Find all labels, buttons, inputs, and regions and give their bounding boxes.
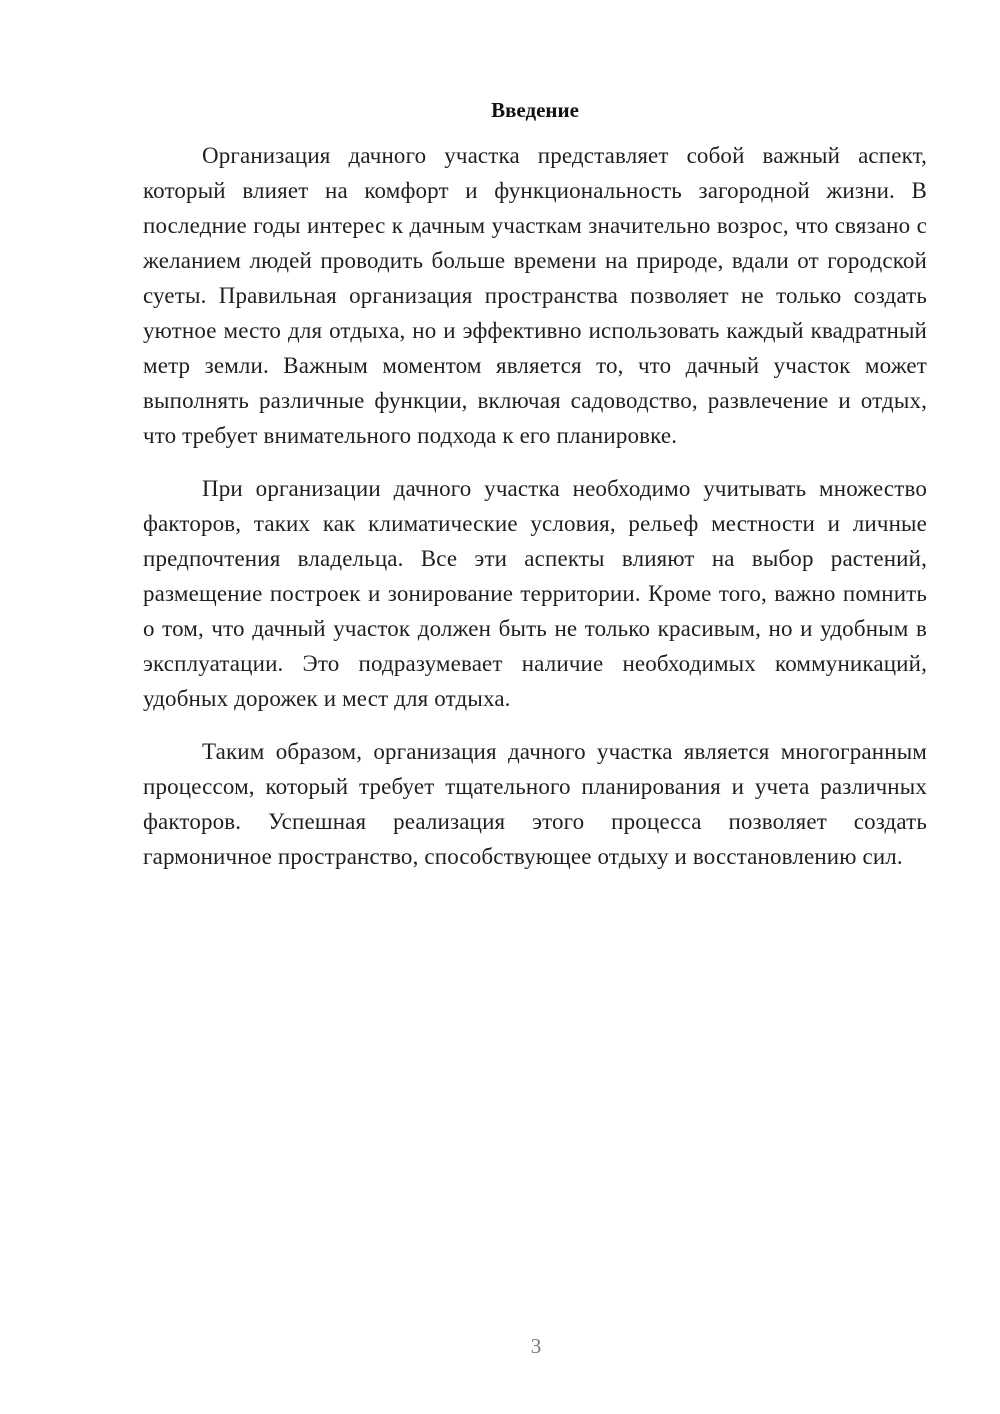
- page-number: 3: [530, 1334, 542, 1358]
- paragraph-2: При организации дачного участка необходимо учитывать множество факторов, таких как климатические условия, рельеф местности и личные предпочтения владельца. Все эти аспекты влияют на выбор растений, размещение построек и зонирование территории. Кроме того, важно помнить о том, что дачный участок должен быть не только красивым, но и удобным в эксплуатации. Это подразумевает наличие необходимых коммуникаций, удобных дорожек и мест для отдыха.: [143, 476, 927, 711]
- paragraph-1: Организация дачного участка представляет собой важный аспект, который влияет на комфорт и функциональность загородной жизни. В последние годы интерес к дачным участкам значительно возрос, что связано с желанием людей проводить больше времени на природе, вдали от городской суеты. Правильная организация пространства позволяет не только создать уютное место для отдыха, но и эффективно использовать каждый квадратный метр земли. Важным моментом является то, что дачный участок может выполнять различные функции, включая садоводство, развлечение и отдых, что требует внимательного подхода к его планировке.: [143, 143, 927, 448]
- document-title: Введение: [491, 98, 579, 122]
- paragraph-3: Таким образом, организация дачного участка является многогранным процессом, который требует тщательного планирования и учета различных факторов. Успешная реализация этого процесса позволяет создать гармоничное пространство, способствующее отдыху и восстановлению сил.: [143, 739, 927, 869]
- page-content: [143, 92, 927, 892]
